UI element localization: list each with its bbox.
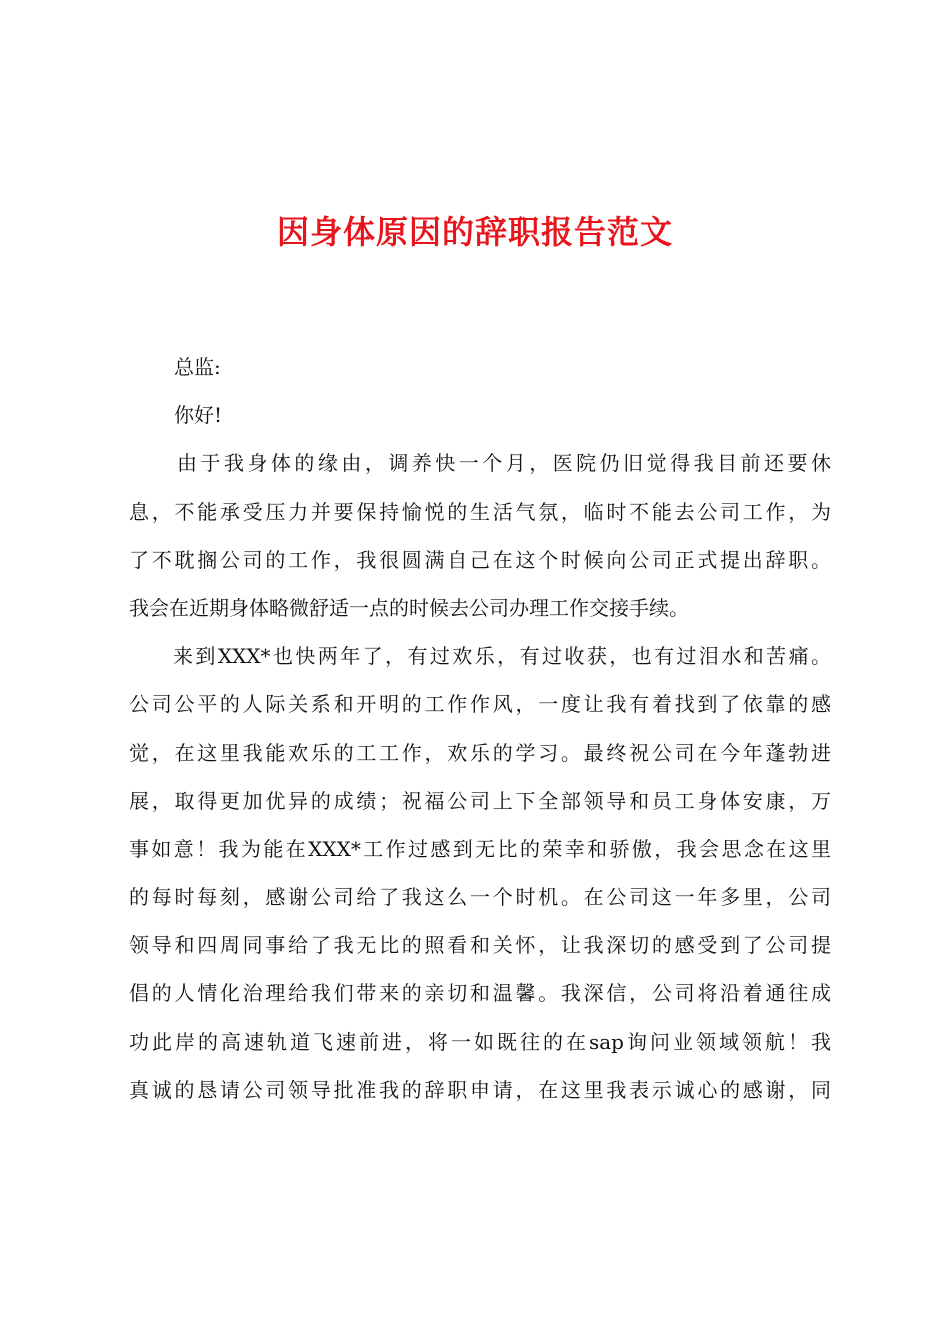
paragraph-2-line-6: 的每时每刻，感谢公司给了我这么一个时机。在公司这一年多里，公司: [129, 885, 831, 910]
paragraph-2-line-4: 展，取得更加优异的成绩；祝福公司上下全部领导和员工身体安康，万: [129, 788, 831, 813]
document-title: 因身体原因的辞职报告范文: [276, 213, 673, 251]
paragraph-1-line-2: 息，不能承受压力并要保持愉悦的生活气氛，临时不能去公司工作，为: [129, 499, 831, 524]
paragraph-1-line-1: 由于我身体的缘由，调养快一个月，医院仍旧觉得我目前还要休: [177, 451, 831, 476]
paragraph-2-line-1: 来到XXX*也快两年了，有过欢乐，有过收获，也有过泪水和苦痛。: [173, 644, 831, 669]
paragraph-2-line-9: 功此岸的高速轨道飞速前进，将一如既往的在sap询问业领域领航！我: [129, 1029, 831, 1054]
salutation-line: 总监:: [174, 355, 221, 379]
paragraph-1-line-3: 了不耽搁公司的工作，我很圆满自己在这个时候向公司正式提出辞职。: [129, 547, 831, 572]
greeting-line: 你好!: [174, 403, 223, 428]
paragraph-2-line-10: 真诚的恳请公司领导批准我的辞职申请，在这里我表示诚心的感谢，同: [129, 1077, 831, 1102]
document-body: [129, 347, 831, 1118]
paragraph-1-line-4: 我会在近期身体略微舒适一点的时候去公司办理工作交接手续。: [129, 595, 689, 620]
paragraph-2-line-7: 领导和四周同事给了我无比的照看和关怀，让我深切的感受到了公司提: [129, 933, 831, 958]
paragraph-2-line-5: 事如意！我为能在XXX*工作过感到无比的荣幸和骄傲，我会思念在这里: [129, 836, 831, 861]
paragraph-2-line-2: 公司公平的人际关系和开明的工作作风，一度让我有着找到了依靠的感: [129, 692, 831, 717]
paragraph-2-line-3: 觉，在这里我能欢乐的工工作，欢乐的学习。最终祝公司在今年蓬勃进: [129, 740, 831, 765]
paragraph-2-line-8: 倡的人情化治理给我们带来的亲切和温馨。我深信，公司将沿着通往成: [129, 981, 831, 1006]
